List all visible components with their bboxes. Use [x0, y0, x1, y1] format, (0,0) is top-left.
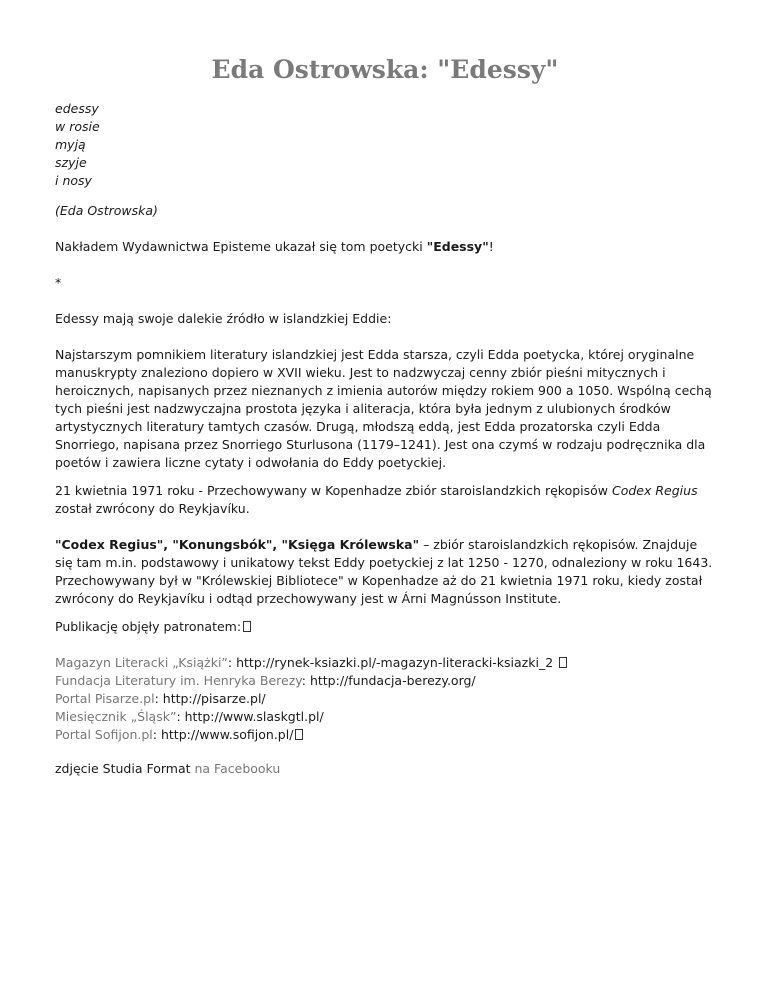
intro-paragraph: Edessy mają swoje dalekie źródło w islandzkiej Eddie:: [55, 311, 392, 326]
edda-paragraph: Najstarszym pomnikiem literatury islandzkiej jest Edda starsza, czyli Edda poetycka, której oryginalne manuskrypty znaleziono dopiero w XVII wieku. Jest to nadzwyczaj cenny zbiór pieśni mitycznych i heroicznych, napisanych przez nieznanych z imienia autorów między rokiem 900 a 1050. Wspólną cechą tych pieśni jest nadzwyczajna prostota języka i aliteracja, która była jednym z ulubionych środków artystycznych literatury tamtych czasów. Drugą, młodszą eddą, jest Edda prozatorska czyli Edda Snorriego, napisana przez Snorriego Sturlusona (1179–1241). Jest ona czymś w rodzaju podręcznika dla poetów i zawiera liczne cytaty i odwołania do Eddy poetyckiej.: [55, 347, 712, 470]
patron-name-link[interactable]: Magazyn Literacki „Książki”: [55, 655, 228, 670]
patron-name-link[interactable]: Fundacja Literatury im. Henryka Berezy: [55, 673, 302, 688]
patron-url[interactable]: http://pisarze.pl/: [162, 691, 266, 706]
book-title: "Edessy": [426, 239, 489, 254]
codex-paragraph: "Codex Regius", "Konungsbók", "Księga Królewska" – zbiór staroislandzkich rękopisów. Znajduje się tam m.in. podstawowy i unikatowy tekst Eddy poetyckiej z lat 1250 - 1270, odnaleziony w roku 1643. Przechowywany był w "Królewskiej Bibliotece" w Kopenhadze aż do 21 kwietnia 1971 roku, kiedy został zwrócony do Reykjavíku i odtąd przechowywany jest w Árni Magnússon Institute.: [55, 537, 713, 606]
patron-url[interactable]: http://fundacja-berezy.org/: [309, 673, 476, 688]
poem-line: myją: [55, 137, 86, 152]
patron-item: Miesięcznik „Śląsk”: http://www.slaskgtl.pl/: [55, 709, 324, 724]
poem: [55, 100, 100, 190]
poem-line: w rosie: [55, 119, 100, 134]
return-note-paragraph: 21 kwietnia 1971 roku - Przechowywany w Kopenhadze zbiór staroislandzkich rękopisów Codex Regius został zwrócony do Reykjavíku.: [55, 483, 698, 516]
missing-glyph-icon: [559, 657, 567, 668]
patron-url[interactable]: http://rynek-ksiazki.pl/-magazyn-literacki-ksiazki_2: [236, 655, 558, 670]
poem-line: edessy: [55, 101, 99, 116]
codex-title: Codex Regius: [612, 483, 698, 498]
patron-name-link[interactable]: Miesięcznik „Śląsk”: [55, 709, 177, 724]
page-title: Eda Ostrowska: "Edessy": [211, 55, 559, 84]
patron-item: Fundacja Literatury im. Henryka Berezy: http://fundacja-berezy.org/: [55, 673, 476, 688]
poem-line: szyje: [55, 155, 87, 170]
patron-item: Portal Pisarze.pl: http://pisarze.pl/: [55, 691, 266, 706]
patron-item: Portal Sofijon.pl: http://www.sofijon.pl/: [55, 726, 715, 744]
missing-glyph-icon: [243, 621, 251, 632]
poem-author: (Eda Ostrowska): [55, 203, 158, 218]
patronage-label: Publikację objęły patronatem:: [55, 618, 715, 636]
announcement-paragraph: Nakładem Wydawnictwa Episteme ukazał się tom poetycki "Edessy"!: [55, 239, 494, 254]
facebook-link[interactable]: na Facebooku: [194, 761, 281, 776]
codex-names: "Codex Regius", "Konungsbók", "Księga Królewska": [55, 537, 420, 552]
separator: *: [55, 275, 62, 290]
patron-name-link[interactable]: Portal Pisarze.pl: [55, 691, 155, 706]
patron-url[interactable]: http://www.sofijon.pl/: [160, 727, 294, 742]
patron-name-link[interactable]: Portal Sofijon.pl: [55, 727, 153, 742]
poem-line: i nosy: [55, 173, 92, 188]
patron-url[interactable]: http://www.slaskgtl.pl/: [184, 709, 324, 724]
patron-item: Magazyn Literacki „Książki”: http://rynek-ksiazki.pl/-magazyn-literacki-ksiazki_2: [55, 654, 715, 672]
missing-glyph-icon: [295, 729, 303, 740]
patron-list: [55, 654, 715, 744]
photo-credit: zdjęcie Studia Format na Facebooku: [55, 761, 281, 776]
